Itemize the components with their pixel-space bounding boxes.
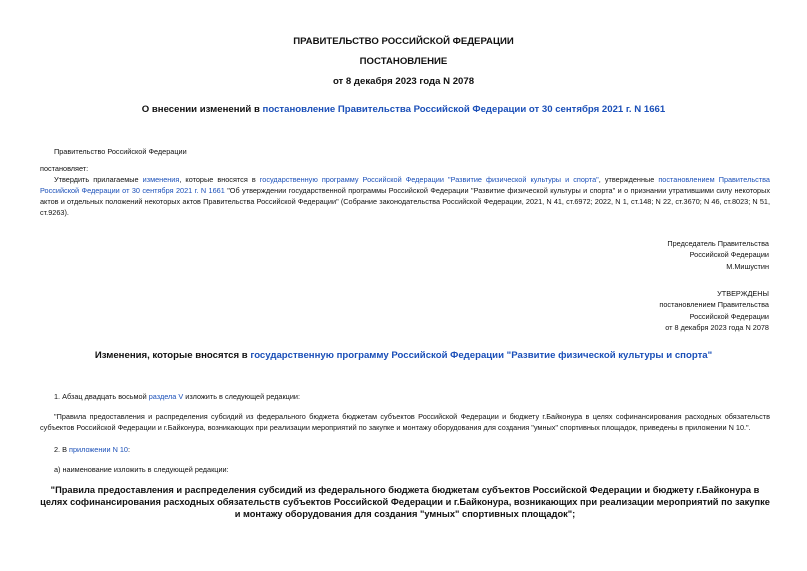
- title-prefix: О внесении изменений в: [141, 104, 263, 115]
- body-paragraph: [40, 174, 770, 218]
- link-changes[interactable]: изменения: [142, 175, 180, 184]
- document-date: от 8 декабря 2023 года N 2078: [332, 76, 475, 87]
- item1-text-2: изложить в следующей редакции:: [183, 392, 301, 401]
- changes-title: [0, 350, 807, 361]
- government-heading: ПРАВИТЕЛЬСТВО РОССИЙСКОЙ ФЕДЕРАЦИИ: [293, 36, 514, 47]
- body-text-2: , которые вносятся в: [179, 175, 260, 184]
- preamble-line2: постановляет:: [40, 164, 89, 173]
- changes-title-link[interactable]: государственную программу Российской Федерации "Развитие физической культуры и спорта": [250, 350, 713, 361]
- body-text-1: Утвердить прилагаемые: [54, 175, 143, 184]
- approved-line1: УТВЕРЖДЕНЫ: [717, 289, 769, 298]
- signature-line2: Российской Федерации: [689, 250, 769, 260]
- final-quote: "Правила предоставления и распределения субсидий из федерального бюджета бюджетам субъектов Российской Федерации и бюджету г.Байконура в целях софинансирования расходных обязательств субъектов Российской Федерации и г.Байконура, возникающих при реализации мероприятий по закупке и монтажу оборудования для создания "умных" спортивных площадок";: [40, 485, 770, 519]
- approved-line4: от 8 декабря 2023 года N 2078: [665, 322, 769, 332]
- link-state-program[interactable]: государственную программу Российской Федерации "Развитие физической культуры и спорта": [259, 175, 599, 184]
- body-text-3: , утвержденные: [598, 175, 659, 184]
- document-type: ПОСТАНОВЛЕНИЕ: [359, 56, 448, 67]
- body-text-4: "Об утверждении государственной программы Российской Федерации "Развитие физической культуры и спорта" и о признании утратившими силу некоторых актов и отдельных положений некоторых актов Правительства Российской Федерации" (Собрание законодательства Российской Федерации, 2021, N 41, ст.6972; 2022, N 1, ст.148; N 22, ст.3670; N 46, ст.8023; N 51, ст.9263).: [40, 186, 770, 217]
- link-appendix-10[interactable]: приложении N 10: [69, 445, 128, 454]
- item1-text-1: 1. Абзац двадцать восьмой: [54, 392, 149, 401]
- changes-title-prefix: Изменения, которые вносятся в: [94, 350, 251, 361]
- link-resolution[interactable]: постановлением Правительства Российской Федерации от 30 сентября 2021 г. N 1661: [40, 175, 770, 195]
- item2-text-2: :: [127, 445, 131, 454]
- item2-text-1: 2. В: [54, 445, 70, 454]
- approved-line3: Российской Федерации: [689, 311, 769, 321]
- item-1-quote: "Правила предоставления и распределения субсидий из федерального бюджета бюджетам субъектов Российской Федерации и бюджету г.Байконура в целях софинансирования расходных обязательств субъектов Российской Федерации и г.Байконура, возникающих при реализации мероприятий по закупке и монтажу оборудования для создания "умных" спортивных площадок, приведены в приложении N 10.".: [40, 412, 770, 432]
- item-1: [40, 391, 770, 402]
- signature-line3: М.Мишустин: [726, 261, 769, 271]
- signature-block: [667, 238, 769, 272]
- item-2a: а) наименование изложить в следующей редакции:: [54, 465, 229, 474]
- document-title: [0, 104, 807, 115]
- title-link[interactable]: постановление Правительства Российской Федерации от 30 сентября 2021 г. N 1661: [262, 104, 666, 115]
- preamble-line1: Правительство Российской Федерации: [54, 147, 187, 156]
- item-2: [40, 444, 770, 455]
- signature-line1: Председатель Правительства: [667, 239, 769, 248]
- approved-block: [659, 288, 769, 333]
- approved-line2: постановлением Правительства: [659, 300, 769, 310]
- link-section-v[interactable]: раздела V: [148, 392, 184, 401]
